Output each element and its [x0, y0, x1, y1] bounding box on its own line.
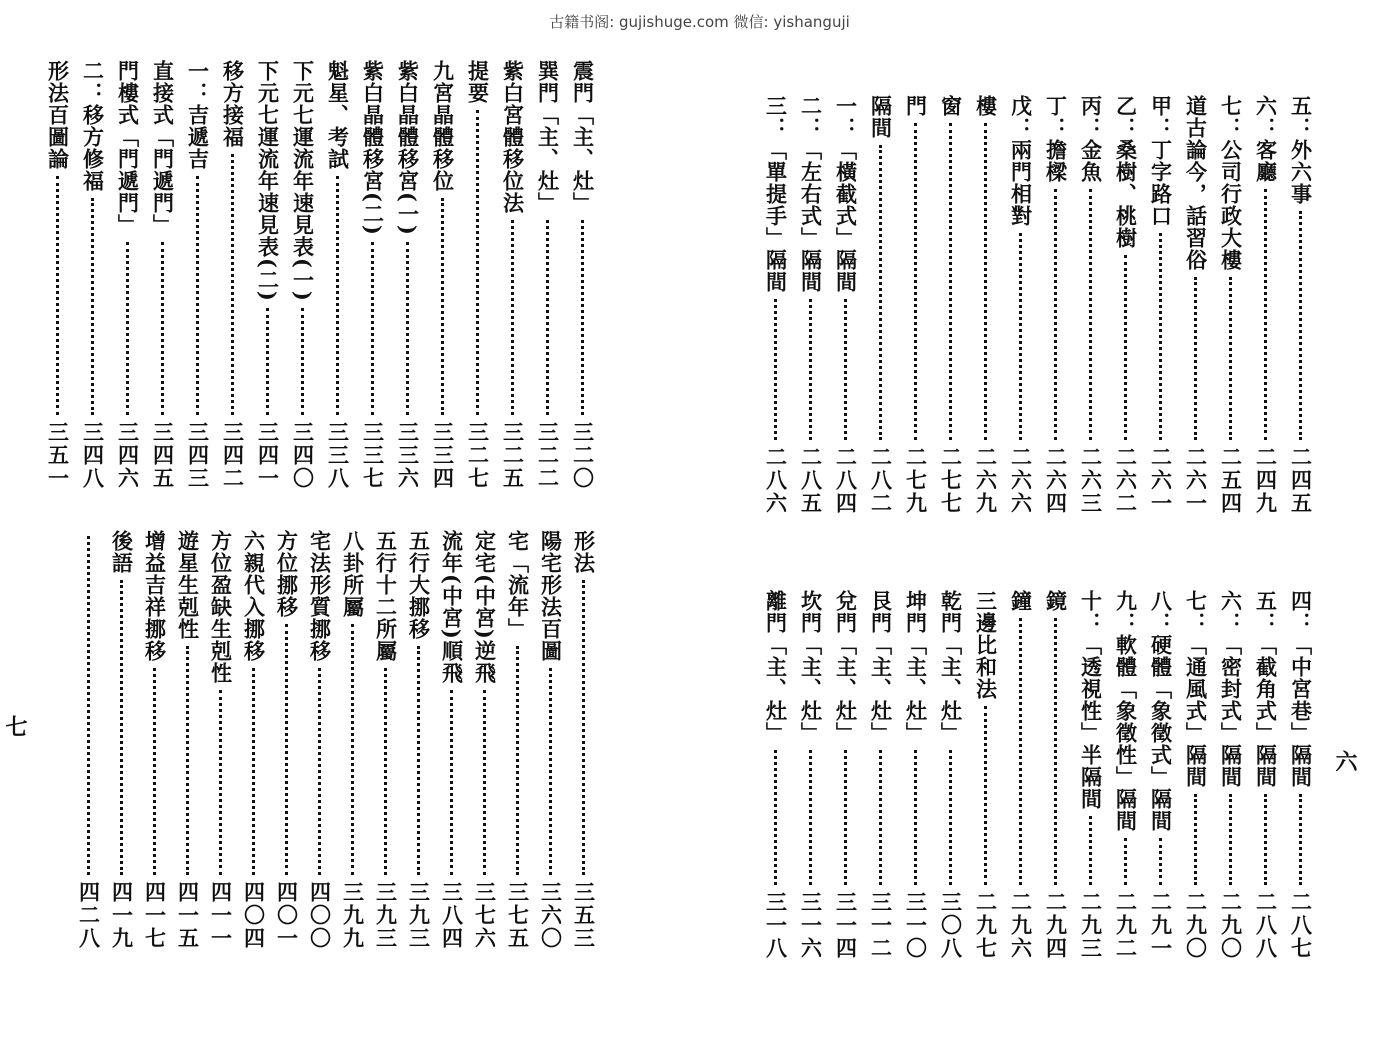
- leader-dots: [949, 750, 952, 885]
- leader-dots: [196, 176, 199, 415]
- toc-entry: [237, 530, 270, 950]
- toc-entry-title: 鏡: [1043, 590, 1069, 612]
- leader-dots: [384, 668, 387, 875]
- toc-entry-title: 鐘: [1008, 590, 1034, 612]
- toc-entry-page: 二四五: [1288, 446, 1314, 515]
- toc-entry-page: 二四九: [1253, 446, 1279, 515]
- toc-entry-page: 二七七: [938, 446, 964, 515]
- toc-entry: [863, 95, 898, 515]
- toc-entry: [1143, 95, 1178, 515]
- toc-entry-title: 門樓式「門遞門」: [115, 60, 141, 236]
- toc-entry-page: 四一一: [208, 881, 234, 950]
- toc-entry: [1038, 590, 1073, 960]
- toc-entry-page: 四一七: [142, 881, 168, 950]
- toc-entry-title: 紫白宮體移位法: [500, 60, 526, 214]
- toc-entry-title: 五：「截角式」隔間: [1253, 590, 1279, 788]
- toc-entry-page: 三三六: [395, 421, 421, 490]
- toc-entry-page: 三八四: [439, 881, 465, 950]
- toc-right-bottom: [758, 590, 1318, 970]
- toc-entry: [250, 60, 285, 490]
- leader-dots: [1054, 189, 1057, 440]
- toc-entry-title: 定宅(中宮)逆飛: [472, 530, 498, 684]
- leader-dots: [186, 646, 189, 875]
- leader-dots: [1159, 233, 1162, 440]
- toc-entry-title: 兌門「主、灶」: [833, 590, 859, 744]
- toc-entry-page: 三六〇: [538, 881, 564, 950]
- toc-entry-page: 二八四: [833, 446, 859, 515]
- toc-entry-title: 下元七運流年速見表(二): [255, 60, 281, 302]
- toc-right-top: [758, 95, 1318, 515]
- leader-dots: [231, 154, 234, 415]
- leader-dots: [1089, 816, 1092, 885]
- toc-entry: [828, 95, 863, 515]
- toc-entry-page: 三三七: [360, 421, 386, 490]
- toc-entry-title: 十：「透視性」半隔間: [1078, 590, 1104, 810]
- toc-entry-page: 二八六: [763, 446, 789, 515]
- leader-dots: [511, 220, 514, 415]
- toc-entry-page: 四〇四: [241, 881, 267, 950]
- leader-dots: [516, 646, 519, 875]
- leader-dots: [879, 750, 882, 885]
- leader-dots: [318, 668, 321, 875]
- toc-entry-page: 二七九: [903, 446, 929, 515]
- toc-entry-title: 九：軟體「象徵性」隔間: [1113, 590, 1139, 832]
- toc-entry-page: 三二二: [535, 421, 561, 490]
- toc-entry: [425, 60, 460, 490]
- toc-entry-title: 甲：丁字路口: [1148, 95, 1174, 227]
- toc-entry: [758, 590, 793, 960]
- leader-dots: [879, 145, 882, 440]
- toc-entry: [270, 530, 303, 950]
- toc-entry: [793, 590, 828, 960]
- toc-entry: [534, 530, 567, 950]
- watermark-header: 古籍书阁: gujishuge.com 微信: yishanguji: [549, 13, 850, 31]
- toc-entry-title: 八卦所屬: [340, 530, 366, 618]
- toc-entry: [501, 530, 534, 950]
- toc-entry-page: 四一五: [175, 881, 201, 950]
- leader-dots: [549, 668, 552, 875]
- leader-dots: [1089, 189, 1092, 440]
- toc-entry-page: 三五一: [45, 421, 71, 490]
- leader-dots: [1194, 277, 1197, 440]
- leader-dots: [1299, 794, 1302, 885]
- toc-entry: [72, 530, 105, 950]
- toc-entry-page: 二六六: [1008, 446, 1034, 515]
- toc-entry-title: 宅法形質挪移: [307, 530, 333, 662]
- toc-entry-page: 二六一: [1183, 446, 1209, 515]
- toc-entry-title: 四：「中宮巷」隔間: [1288, 590, 1314, 788]
- toc-entry-title: 門: [903, 95, 929, 117]
- toc-entry-page: 三四一: [255, 421, 281, 490]
- leader-dots: [1019, 618, 1022, 885]
- leader-dots: [417, 646, 420, 875]
- leader-dots: [984, 123, 987, 440]
- page-number-right: 六: [1332, 750, 1358, 772]
- toc-entry-page: 三九三: [406, 881, 432, 950]
- leader-dots: [1159, 838, 1162, 885]
- leader-dots: [844, 750, 847, 885]
- toc-entry-title: 五行十二所屬: [373, 530, 399, 662]
- toc-entry-page: 四〇一: [274, 881, 300, 950]
- toc-entry-page: 四〇〇: [307, 881, 333, 950]
- toc-entry-title: 隔間: [868, 95, 894, 139]
- leader-dots: [1124, 838, 1127, 885]
- toc-entry-title: 陽宅形法百圖: [538, 530, 564, 662]
- toc-entry-title: 紫白晶體移宮(一): [395, 60, 421, 236]
- toc-entry: [369, 530, 402, 950]
- toc-entry-title: 戊：兩門相對: [1008, 95, 1034, 227]
- leader-dots: [336, 176, 339, 415]
- toc-entry-title: 六：「密封式」隔間: [1218, 590, 1244, 788]
- toc-entry-title: 方位盈缺生剋性: [208, 530, 234, 684]
- toc-entry: [435, 530, 468, 950]
- toc-entry-title: 紫白晶體移宮(二): [360, 60, 386, 236]
- leader-dots: [1019, 233, 1022, 440]
- toc-entry-title: 八：硬體「象徵式」隔間: [1148, 590, 1174, 832]
- leader-dots: [914, 123, 917, 440]
- toc-entry-page: 三三四: [430, 421, 456, 490]
- leader-dots: [844, 299, 847, 440]
- toc-entry-title: 乾門「主、灶」: [938, 590, 964, 744]
- toc-entry-title: 二：移方修福: [80, 60, 106, 192]
- toc-entry-page: 三一二: [868, 891, 894, 960]
- toc-left-bottom: [60, 530, 600, 960]
- leader-dots: [126, 242, 129, 415]
- toc-entry-page: 二六一: [1148, 446, 1174, 515]
- toc-entry-page: 二九四: [1043, 891, 1069, 960]
- toc-entry-page: 三四〇: [290, 421, 316, 490]
- leader-dots: [351, 624, 354, 875]
- toc-entry-page: 二九七: [973, 891, 999, 960]
- leader-dots: [285, 624, 288, 875]
- leader-dots: [914, 750, 917, 885]
- toc-entry: [793, 95, 828, 515]
- toc-entry-title: 窗: [938, 95, 964, 117]
- toc-entry: [336, 530, 369, 950]
- toc-entry-page: 四二八: [76, 881, 102, 950]
- toc-entry-page: 二六二: [1113, 446, 1139, 515]
- leader-dots: [371, 242, 374, 415]
- leader-dots: [120, 580, 123, 875]
- toc-entry: [1108, 95, 1143, 515]
- toc-entry-title: 六親代入挪移: [241, 530, 267, 662]
- toc-entry-title: 流年(中宮)順飛: [439, 530, 465, 684]
- leader-dots: [1124, 255, 1127, 440]
- toc-entry-title: 後語: [109, 530, 135, 574]
- toc-entry: [1073, 95, 1108, 515]
- toc-entry: [863, 590, 898, 960]
- toc-entry-title: 坎門「主、灶」: [798, 590, 824, 744]
- toc-entry: [460, 60, 495, 490]
- toc-entry-page: 三五三: [571, 881, 597, 950]
- toc-entry: [75, 60, 110, 490]
- toc-entry-title: 二：「左右式」隔間: [798, 95, 824, 293]
- leader-dots: [1194, 794, 1197, 885]
- toc-entry-page: 二九二: [1113, 891, 1139, 960]
- toc-entry-page: 二八二: [868, 446, 894, 515]
- toc-entry-page: 二六九: [973, 446, 999, 515]
- toc-entry-title: 宅「流年」: [505, 530, 531, 640]
- toc-entry: [285, 60, 320, 490]
- leader-dots: [1054, 618, 1057, 885]
- leader-dots: [1229, 277, 1232, 440]
- toc-entry-title: 形法: [571, 530, 597, 574]
- leader-dots: [252, 668, 255, 875]
- toc-entry-page: 三三八: [325, 421, 351, 490]
- toc-entry-page: 三二七: [465, 421, 491, 490]
- toc-entry-title: 六：客廳: [1253, 95, 1279, 183]
- toc-entry: [1178, 95, 1213, 515]
- toc-entry-page: 三〇八: [938, 891, 964, 960]
- toc-entry: [1038, 95, 1073, 515]
- toc-entry: [1003, 95, 1038, 515]
- toc-entry-title: 七：公司行政大樓: [1218, 95, 1244, 271]
- toc-entry: [1108, 590, 1143, 960]
- leader-dots: [774, 299, 777, 440]
- leader-dots: [1299, 211, 1302, 440]
- toc-entry: [1213, 590, 1248, 960]
- toc-entry-page: 三二〇: [570, 421, 596, 490]
- toc-entry-title: 三邊比和法: [973, 590, 999, 700]
- toc-entry: [204, 530, 237, 950]
- leader-dots: [809, 750, 812, 885]
- toc-entry-title: 艮門「主、灶」: [868, 590, 894, 744]
- toc-entry: [567, 530, 600, 950]
- toc-entry: [40, 60, 75, 490]
- toc-entry: [1248, 95, 1283, 515]
- toc-entry-title: 遊星生剋性: [175, 530, 201, 640]
- toc-entry-page: 三一四: [833, 891, 859, 960]
- toc-entry-page: 三二五: [500, 421, 526, 490]
- toc-entry: [110, 60, 145, 490]
- toc-entry-title: 震門「主、灶」: [570, 60, 596, 214]
- leader-dots: [809, 299, 812, 440]
- leader-dots: [450, 690, 453, 875]
- toc-entry-title: 巽門「主、灶」: [535, 60, 561, 214]
- toc-entry-title: 三：「單提手」隔間: [763, 95, 789, 293]
- toc-entry-page: 四一九: [109, 881, 135, 950]
- toc-entry: [1283, 590, 1318, 960]
- toc-entry: [1003, 590, 1038, 960]
- toc-entry: [530, 60, 565, 490]
- toc-entry: [968, 590, 1003, 960]
- toc-entry: [402, 530, 435, 950]
- toc-entry-title: 道古論今，話習俗: [1183, 95, 1209, 271]
- toc-entry-page: 三一八: [763, 891, 789, 960]
- toc-entry-page: 二五四: [1218, 446, 1244, 515]
- toc-entry-title: 方位挪移: [274, 530, 300, 618]
- leader-dots: [1229, 794, 1232, 885]
- leader-dots: [153, 668, 156, 875]
- toc-entry-page: 二六三: [1078, 446, 1104, 515]
- toc-entry-page: 三四八: [80, 421, 106, 490]
- toc-entry-title: 一：吉遞吉: [185, 60, 211, 170]
- toc-entry: [1178, 590, 1213, 960]
- leader-dots: [581, 220, 584, 415]
- toc-entry-title: 下元七運流年速見表(一): [290, 60, 316, 302]
- leader-dots: [161, 242, 164, 415]
- leader-dots: [582, 580, 585, 875]
- toc-entry-page: 三四六: [115, 421, 141, 490]
- toc-entry: [758, 95, 793, 515]
- leader-dots: [441, 198, 444, 415]
- toc-entry-page: 三七六: [472, 881, 498, 950]
- leader-dots: [87, 536, 90, 875]
- toc-entry: [215, 60, 250, 490]
- toc-entry: [468, 530, 501, 950]
- toc-entry: [1073, 590, 1108, 960]
- toc-entry-title: 丁：擔樑: [1043, 95, 1069, 183]
- toc-entry-title: 一：「橫截式」隔間: [833, 95, 859, 293]
- toc-left-top: [40, 60, 600, 510]
- toc-entry-page: 三九三: [373, 881, 399, 950]
- toc-entry: [171, 530, 204, 950]
- toc-entry-page: 二六四: [1043, 446, 1069, 515]
- toc-entry: [1143, 590, 1178, 960]
- toc-entry: [565, 60, 600, 490]
- toc-entry-page: 二九〇: [1183, 891, 1209, 960]
- toc-entry: [828, 590, 863, 960]
- toc-entry-title: 五行大挪移: [406, 530, 432, 640]
- toc-entry: [1248, 590, 1283, 960]
- toc-entry-page: 二九六: [1008, 891, 1034, 960]
- toc-entry-title: 提要: [465, 60, 491, 104]
- toc-entry-title: 丙：金魚: [1078, 95, 1104, 183]
- leader-dots: [949, 123, 952, 440]
- toc-entry-title: 離門「主、灶」: [763, 590, 789, 744]
- toc-entry-page: 三一〇: [903, 891, 929, 960]
- leader-dots: [406, 242, 409, 415]
- leader-dots: [56, 176, 59, 415]
- toc-entry: [303, 530, 336, 950]
- toc-entry-title: 魁星、考試: [325, 60, 351, 170]
- toc-entry: [898, 95, 933, 515]
- toc-entry: [105, 530, 138, 950]
- toc-entry-title: 直接式「門遞門」: [150, 60, 176, 236]
- toc-entry: [1213, 95, 1248, 515]
- leader-dots: [1264, 794, 1267, 885]
- toc-entry: [355, 60, 390, 490]
- toc-entry-title: 移方接福: [220, 60, 246, 148]
- toc-entry: [138, 530, 171, 950]
- toc-entry-title: 形法百圖論: [45, 60, 71, 170]
- toc-entry: [933, 95, 968, 515]
- toc-entry-page: 二九一: [1148, 891, 1174, 960]
- toc-entry: [390, 60, 425, 490]
- toc-entry-page: 三一六: [798, 891, 824, 960]
- toc-entry: [320, 60, 355, 490]
- leader-dots: [301, 308, 304, 415]
- toc-entry-title: 九宮晶體移位: [430, 60, 456, 192]
- leader-dots: [774, 750, 777, 885]
- toc-entry-page: 三七五: [505, 881, 531, 950]
- toc-entry-title: 七：「通風式」隔間: [1183, 590, 1209, 788]
- leader-dots: [91, 198, 94, 415]
- page-number-left: 七: [2, 715, 28, 737]
- toc-entry-title: 增益吉祥挪移: [142, 530, 168, 662]
- leader-dots: [1264, 189, 1267, 440]
- toc-entry: [145, 60, 180, 490]
- leader-dots: [219, 690, 222, 875]
- toc-entry-page: 二九〇: [1218, 891, 1244, 960]
- toc-entry-page: 二八八: [1253, 891, 1279, 960]
- toc-entry-title: 五：外六事: [1288, 95, 1314, 205]
- toc-entry-page: 二八七: [1288, 891, 1314, 960]
- leader-dots: [984, 706, 987, 885]
- leader-dots: [476, 110, 479, 415]
- toc-entry-title: 坤門「主、灶」: [903, 590, 929, 744]
- toc-entry-page: 三九九: [340, 881, 366, 950]
- toc-entry-page: 三四三: [185, 421, 211, 490]
- toc-entry: [968, 95, 1003, 515]
- leader-dots: [266, 308, 269, 415]
- toc-entry: [933, 590, 968, 960]
- toc-entry: [898, 590, 933, 960]
- toc-entry-title: 樓: [973, 95, 999, 117]
- toc-entry: [1283, 95, 1318, 515]
- toc-entry-page: 二九三: [1078, 891, 1104, 960]
- toc-entry: [495, 60, 530, 490]
- leader-dots: [483, 690, 486, 875]
- toc-entry-title: 乙：桑樹、桃樹: [1113, 95, 1139, 249]
- toc-entry-page: 三四二: [220, 421, 246, 490]
- toc-entry-page: 二八五: [798, 446, 824, 515]
- toc-entry: [180, 60, 215, 490]
- toc-entry-page: 三四五: [150, 421, 176, 490]
- leader-dots: [546, 220, 549, 415]
